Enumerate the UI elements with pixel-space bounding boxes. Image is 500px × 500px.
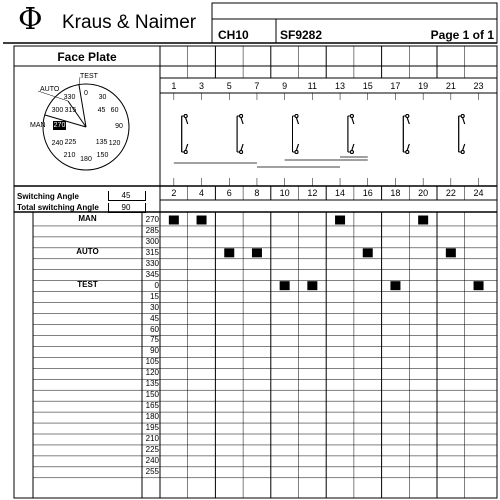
contact-terminal <box>240 115 243 118</box>
contact-closed-marker <box>390 281 400 290</box>
contact-blade <box>463 118 465 124</box>
row-angle: 30 <box>150 302 159 312</box>
contact-number-bottom: 22 <box>445 188 456 198</box>
switching-angle-box <box>108 191 146 201</box>
dial-number: 120 <box>108 139 121 147</box>
row-angle: 315 <box>145 247 159 257</box>
contact-terminal <box>350 151 353 154</box>
row-angle: 0 <box>154 280 159 290</box>
contact-number-bottom: 20 <box>418 188 429 198</box>
dial-number: 225 <box>64 138 77 146</box>
row-angle: 225 <box>145 444 159 454</box>
row-angle: 180 <box>145 412 159 422</box>
contact-number-top: 11 <box>307 81 318 91</box>
contact-number-top: 17 <box>390 81 401 91</box>
contact-terminal <box>406 115 409 118</box>
contact-closed-marker <box>335 216 345 225</box>
contact-number-bottom: 10 <box>279 188 290 198</box>
switching-angle-value: 45 <box>121 191 131 200</box>
contact-number-top: 13 <box>335 81 346 91</box>
row-position-label: AUTO <box>76 246 99 256</box>
contact-closed-marker <box>224 248 234 257</box>
contact-terminal <box>184 151 187 154</box>
contact-number-top: 3 <box>199 81 205 91</box>
contact-number-top: 5 <box>226 81 232 91</box>
contact-number-bottom: 24 <box>473 188 484 198</box>
contact-terminal <box>240 151 243 154</box>
row-angle: 345 <box>145 269 159 279</box>
contact-terminal <box>461 151 464 154</box>
contact-number-bottom: 14 <box>335 188 346 198</box>
contact-blade <box>463 144 465 150</box>
contact-terminal <box>350 115 353 118</box>
contact-number-bottom: 8 <box>254 188 260 198</box>
page-indicator: Page 1 of 1 <box>430 28 494 42</box>
contact-number-top: 21 <box>445 81 456 91</box>
row-angle: 60 <box>150 324 159 334</box>
dial-number: 60 <box>110 106 119 114</box>
row-angle: 15 <box>150 291 159 301</box>
total-switching-angle-label: Total switching Angle <box>17 203 99 212</box>
logo-phi: Φ <box>18 2 43 37</box>
row-angle: 210 <box>145 434 159 443</box>
row-angle: 240 <box>145 455 159 465</box>
contact-number-top: 9 <box>282 81 288 91</box>
contact-closed-marker <box>307 281 317 290</box>
row-position-label: TEST <box>77 279 98 289</box>
dial-number: 150 <box>96 151 109 159</box>
company-name: Kraus & Naimer <box>62 12 197 33</box>
switching-angle-label: Switching Angle <box>17 192 79 201</box>
header-frame-top <box>212 3 497 19</box>
contact-closed-marker <box>252 248 262 257</box>
contact-blade <box>186 144 188 150</box>
row-angle: 285 <box>145 225 159 235</box>
row-angle: 45 <box>150 313 159 323</box>
contact-number-bottom: 2 <box>171 188 177 198</box>
main-frame <box>14 46 497 498</box>
dial-number: 0 <box>84 90 88 97</box>
contact-blade <box>297 144 299 150</box>
dial-number: 315 <box>64 107 77 115</box>
dial-number: 90 <box>115 123 123 130</box>
contact-terminal <box>295 151 298 154</box>
dial-number: 240 <box>51 139 64 147</box>
contact-blade <box>241 144 243 150</box>
contact-blade <box>186 118 188 124</box>
contact-blade <box>352 144 354 150</box>
contact-terminal <box>461 115 464 118</box>
contact-number-top: 23 <box>473 81 484 91</box>
contact-number-bottom: 16 <box>362 188 373 198</box>
contact-blade <box>241 118 243 124</box>
contact-terminal <box>184 115 187 118</box>
dial-label-test: TEST <box>80 73 98 80</box>
drawing-number: SF9282 <box>280 28 323 42</box>
contact-blade <box>352 118 354 124</box>
dial-number: 330 <box>63 94 76 102</box>
row-angle: 255 <box>145 466 159 476</box>
dial-number: 300 <box>51 106 64 114</box>
row-position-label: MAN <box>78 214 97 223</box>
contact-number-top: 15 <box>362 81 373 91</box>
dial-number: 30 <box>98 94 107 102</box>
contact-number-bottom: 6 <box>226 188 232 198</box>
contact-blade <box>407 144 409 150</box>
contact-number-top: 19 <box>418 81 429 91</box>
contact-closed-marker <box>446 248 456 257</box>
dial-label-man: MAN <box>30 122 46 129</box>
contact-number-bottom: 4 <box>199 188 205 198</box>
face-plate-title: Face Plate <box>57 50 117 64</box>
contact-terminal <box>406 151 409 154</box>
series-code: CH10 <box>218 28 249 42</box>
row-angle: 330 <box>145 258 159 268</box>
row-angle: 150 <box>145 390 159 400</box>
dial-label-auto: AUTO <box>40 86 60 93</box>
row-angle: 135 <box>145 379 159 389</box>
row-angle: 75 <box>150 335 159 345</box>
dial-number: 135 <box>95 138 108 146</box>
total-switching-angle-value: 90 <box>121 203 131 212</box>
row-angle: 195 <box>145 423 159 433</box>
contact-blade <box>407 118 409 124</box>
contact-closed-marker <box>474 281 484 290</box>
contact-closed-marker <box>169 216 179 225</box>
dial-number: 210 <box>63 151 76 159</box>
contact-closed-marker <box>197 216 207 225</box>
row-angle: 120 <box>145 368 159 378</box>
dial-number: 45 <box>97 107 106 115</box>
contact-blade <box>297 118 299 124</box>
contact-terminal <box>295 115 298 118</box>
total-switching-angle-box <box>108 203 146 213</box>
dial-number-270: 270 <box>53 122 66 129</box>
row-angle: 300 <box>145 236 159 246</box>
contact-closed-marker <box>280 281 290 290</box>
contact-closed-marker <box>418 216 428 225</box>
row-angle: 270 <box>145 215 159 224</box>
row-angle: 90 <box>150 346 159 356</box>
contact-number-top: 1 <box>171 81 177 91</box>
dial-number: 180 <box>80 156 92 163</box>
row-angle: 165 <box>145 401 159 411</box>
contact-closed-marker <box>363 248 373 257</box>
contact-number-top: 7 <box>254 81 260 91</box>
contact-number-bottom: 18 <box>390 188 401 198</box>
contact-number-bottom: 12 <box>307 188 318 198</box>
row-angle: 105 <box>145 357 159 367</box>
